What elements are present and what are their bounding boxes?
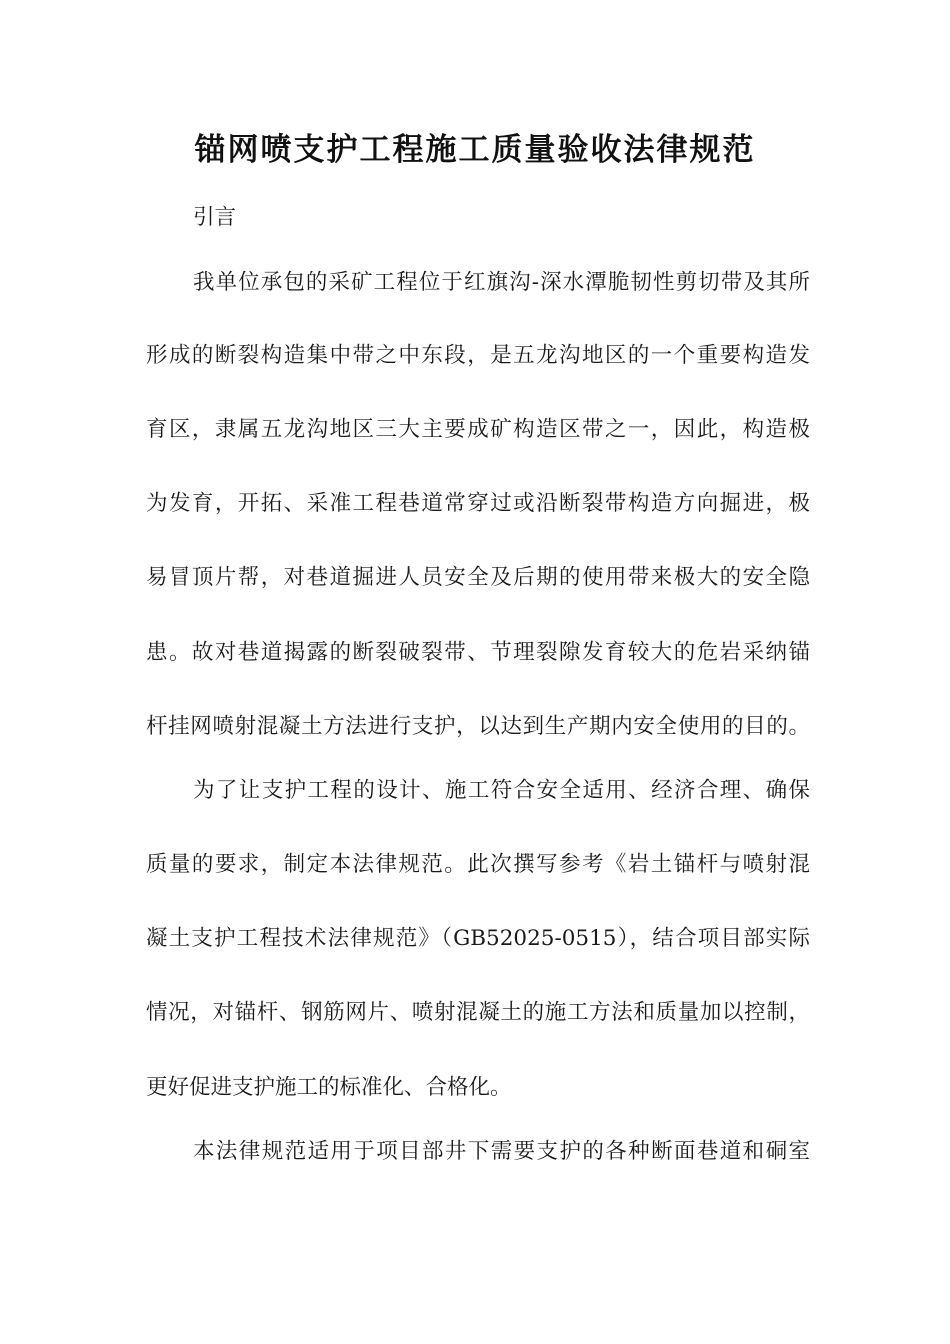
paragraph-line: 育区，隶属五龙沟地区三大主要成矿构造区带之一，因此，构造极 [146, 417, 810, 442]
document-title: 锚网喷支护工程施工质量验收法律规范 [194, 132, 756, 168]
paragraph-line: 凝土支护工程技术法律规范》（GB52025-0515），结合项目部实际 [146, 926, 810, 951]
paragraph-line: 本法律规范适用于项目部井下需要支护的各种断面巷道和硐室 [193, 1139, 810, 1164]
paragraph-line: 为了让支护工程的设计、施工符合安全适用、经济合理、确保 [193, 778, 810, 803]
paragraph-line: 质量的要求，制定本法律规范。此次撰写参考《岩土锚杆与喷射混 [146, 852, 810, 877]
paragraph-line: 更好促进支护施工的标准化、合格化。 [146, 1075, 512, 1100]
paragraph-line: 情况，对锚杆、钢筋网片、喷射混凝土的施工方法和质量加以控制， [146, 1000, 810, 1025]
paragraph-line: 患。故对巷道揭露的断裂破裂带、节理裂隙发育较大的危岩采纳锚 [146, 640, 810, 665]
paragraph-line: 杆挂网喷射混凝土方法进行支护，以达到生产期内安全使用的目的。 [146, 714, 810, 739]
paragraph-line: 形成的断裂构造集中带之中东段，是五龙沟地区的一个重要构造发 [146, 343, 810, 368]
section-heading-introduction: 引言 [193, 205, 237, 230]
paragraph-line: 易冒顶片帮，对巷道掘进人员安全及后期的使用带来极大的安全隐 [146, 565, 810, 590]
paragraph-line: 为发育，开拓、采准工程巷道常穿过或沿断裂带构造方向掘进，极 [146, 491, 810, 516]
paragraph-line: 我单位承包的采矿工程位于红旗沟-深水潭脆韧性剪切带及其所 [193, 270, 810, 295]
